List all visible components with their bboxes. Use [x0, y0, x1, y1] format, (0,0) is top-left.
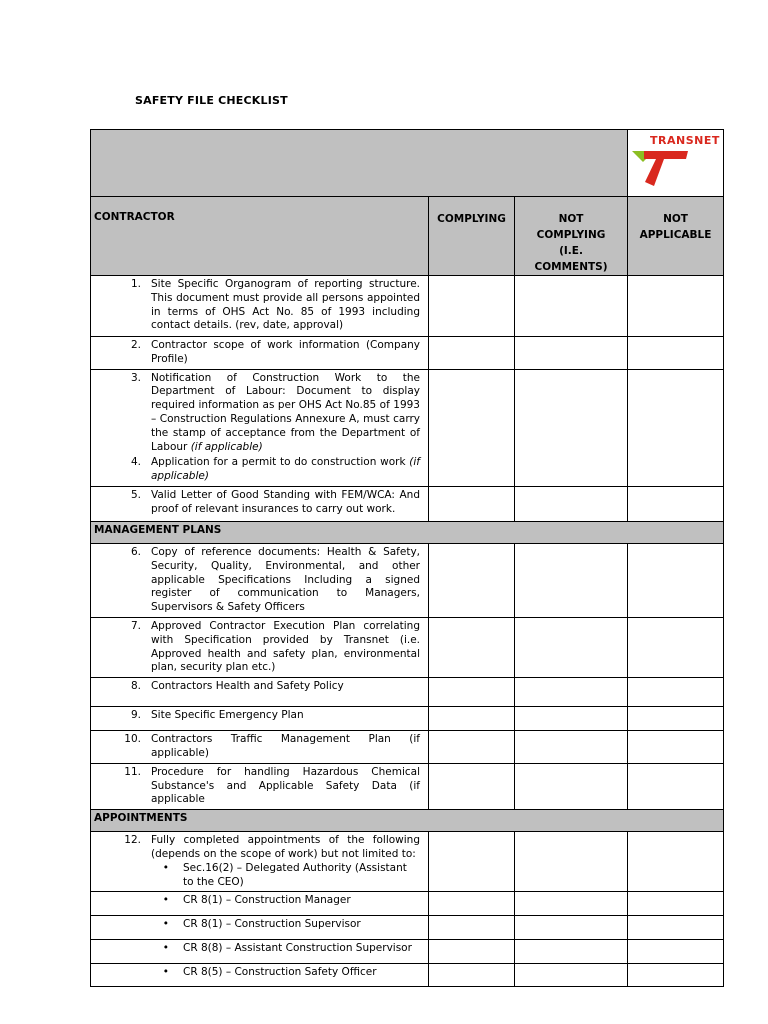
bullet-dot-icon: •	[162, 966, 169, 979]
item-text-wrap	[151, 709, 420, 723]
not-applicable-cell[interactable]	[628, 678, 724, 707]
header-not-complying-line: COMPLYING	[536, 229, 606, 241]
item-number: 5.	[130, 488, 141, 501]
banner-gray-cell	[91, 130, 628, 197]
checklist-item-cell	[91, 763, 429, 809]
not-complying-cell[interactable]	[515, 892, 628, 916]
header-not-applicable-line: NOT	[663, 213, 688, 225]
not-complying-cell[interactable]	[515, 678, 628, 707]
item-text: Contractors Health and Safety Policy	[151, 680, 344, 693]
not-complying-cell[interactable]	[515, 369, 628, 486]
not-applicable-cell[interactable]	[628, 964, 724, 987]
checklist-item-cell	[91, 916, 429, 940]
item-number: 1.	[130, 278, 141, 290]
item-number: 10.	[124, 733, 141, 746]
item-number: 12.	[124, 834, 141, 847]
complying-cell[interactable]	[429, 707, 515, 731]
not-applicable-cell[interactable]	[628, 337, 724, 370]
item-text: Contractor scope of work information (Company Profile)	[151, 339, 420, 365]
bullet-text: CR 8(1) – Construction Manager	[183, 894, 351, 907]
checklist-item-cell	[91, 543, 429, 617]
header-not-applicable-line: APPLICABLE	[639, 229, 712, 241]
bullet-dot-icon: •	[162, 942, 169, 955]
checklist-item-cell	[91, 940, 429, 964]
bullet-item	[91, 966, 420, 980]
checklist-item	[91, 546, 420, 615]
item-text: Contractors Traffic Management Plan (if applicable)	[151, 733, 420, 759]
item-number: 8.	[130, 680, 141, 693]
checklist-item	[91, 733, 420, 761]
header-contractor: CONTRACTOR	[91, 197, 429, 276]
checklist-item	[91, 489, 420, 517]
checklist-item-cell	[91, 678, 429, 707]
bullet-item	[91, 862, 420, 890]
checklist-row	[91, 337, 724, 370]
not-complying-cell[interactable]	[515, 337, 628, 370]
header-not-complying-line: COMMENTS)	[534, 261, 608, 273]
complying-cell[interactable]	[429, 276, 515, 337]
checklist-item	[91, 372, 420, 455]
complying-cell[interactable]	[429, 763, 515, 809]
item-text-wrap	[151, 278, 420, 333]
not-applicable-cell[interactable]	[628, 276, 724, 337]
not-applicable-cell[interactable]	[628, 832, 724, 892]
checklist-item-cell	[91, 707, 429, 731]
item-text: Site Specific Emergency Plan	[151, 709, 304, 722]
not-complying-cell[interactable]	[515, 731, 628, 764]
checklist-item-cell	[91, 731, 429, 764]
item-text-wrap	[151, 680, 420, 694]
column-header-row	[91, 197, 724, 276]
title-banner-row	[91, 130, 724, 197]
header-not-applicable	[628, 197, 724, 276]
not-applicable-cell[interactable]	[628, 763, 724, 809]
not-complying-cell[interactable]	[515, 763, 628, 809]
checklist-row	[91, 707, 724, 731]
item-text-wrap	[151, 456, 420, 484]
item-number: 11.	[124, 765, 141, 778]
item-text-wrap	[151, 546, 420, 615]
not-applicable-cell[interactable]	[628, 369, 724, 486]
checklist-item	[91, 766, 420, 807]
item-text: Notification of Construction Work to the Department of Labour: Document to display required information as per OHS Act No.85 of 1993 – Construction Regulations Annexure A, must carry the stamp of acceptance from the Department of Labour	[151, 371, 420, 453]
header-not-complying-line: NOT	[558, 213, 584, 225]
item-number: 9.	[130, 709, 141, 722]
item-text: Fully completed appointments of the following (depends on the scope of work) but not limited to:	[151, 834, 420, 860]
item-text: Valid Letter of Good Standing with FEM/WCA: And proof of relevant insurances to carry out work.	[151, 488, 420, 515]
item-number: 6.	[130, 545, 141, 558]
item-number: 7.	[130, 619, 141, 632]
item-text: Copy of reference documents: Health & Safety, Security, Quality, Environmental, and other applicable Specifications Including a signed register of communication to Managers, Supervisors & Safety Officers	[151, 545, 420, 614]
complying-cell[interactable]	[429, 543, 515, 617]
checklist-item-cell	[91, 486, 429, 521]
checklist-item	[91, 278, 420, 333]
not-applicable-cell[interactable]	[628, 543, 724, 617]
checklist-row	[91, 486, 724, 521]
item-italic-note: (if applicable)	[190, 440, 263, 453]
item-text-wrap	[151, 733, 420, 761]
transnet-logo-text: TRANSNET	[650, 134, 720, 147]
transnet-logo-icon	[630, 148, 700, 190]
checklist-item-cell	[91, 964, 429, 987]
item-italic-note: (if applicable)	[151, 456, 420, 483]
complying-cell[interactable]	[429, 486, 515, 521]
bullet-item	[91, 942, 420, 956]
checklist-item-cell	[91, 892, 429, 916]
not-complying-cell[interactable]	[515, 543, 628, 617]
complying-cell[interactable]	[429, 337, 515, 370]
not-complying-cell[interactable]	[515, 276, 628, 337]
not-complying-cell[interactable]	[515, 916, 628, 940]
item-text-wrap	[151, 620, 420, 675]
checklist-row	[91, 678, 724, 707]
checklist-item-cell	[91, 369, 429, 486]
checklist-row	[91, 617, 724, 677]
complying-cell[interactable]	[429, 731, 515, 764]
item-number: 4.	[130, 456, 141, 469]
checklist-item-cell	[91, 832, 429, 892]
bullet-text: CR 8(5) – Construction Safety Officer	[183, 966, 377, 979]
bullet-dot-icon: •	[162, 918, 169, 931]
item-text: Procedure for handling Hazardous Chemical Substance's and Applicable Safety Data (if applicable	[151, 765, 420, 806]
header-complying: COMPLYING	[429, 197, 515, 276]
document-title: SAFETY FILE CHECKLIST	[135, 94, 288, 107]
checklist-row	[91, 763, 724, 809]
not-complying-cell[interactable]	[515, 832, 628, 892]
checklist-item-cell	[91, 617, 429, 677]
not-applicable-cell[interactable]	[628, 916, 724, 940]
checklist-row	[91, 892, 724, 916]
checklist-row	[91, 276, 724, 337]
checklist-row	[91, 731, 724, 764]
not-applicable-cell[interactable]	[628, 486, 724, 521]
checklist-row	[91, 832, 724, 892]
checklist-item	[91, 456, 420, 484]
logo-cell	[628, 130, 724, 197]
header-not-complying-line: (I.E.	[559, 245, 583, 257]
not-applicable-cell[interactable]	[628, 731, 724, 764]
checklist-row	[91, 369, 724, 486]
not-complying-cell[interactable]	[515, 940, 628, 964]
section-row	[91, 521, 724, 543]
bullet-dot-icon: •	[162, 894, 169, 907]
bullet-text: CR 8(8) – Assistant Construction Supervisor	[183, 942, 412, 955]
not-applicable-cell[interactable]	[628, 707, 724, 731]
complying-cell[interactable]	[429, 964, 515, 987]
bullet-item	[91, 894, 420, 908]
complying-cell[interactable]	[429, 892, 515, 916]
bullet-item	[91, 918, 420, 932]
bullet-dot-icon: •	[162, 861, 169, 874]
checklist-row	[91, 543, 724, 617]
item-text: Approved Contractor Execution Plan correlating with Specification provided by Transnet (i.e. Approved health and safety plan, environmental plan, security plan etc.)	[151, 619, 420, 674]
complying-cell[interactable]	[429, 617, 515, 677]
item-text-wrap	[151, 372, 420, 455]
complying-cell[interactable]	[429, 916, 515, 940]
item-number: 3.	[130, 371, 141, 384]
item-text-wrap	[151, 834, 420, 862]
item-number: 2.	[130, 339, 141, 351]
item-text: Application for a permit to do construction work	[151, 456, 406, 469]
not-complying-cell[interactable]	[515, 617, 628, 677]
checklist-row	[91, 964, 724, 987]
not-complying-cell[interactable]	[515, 964, 628, 987]
checklist-item-cell	[91, 337, 429, 370]
complying-cell[interactable]	[429, 369, 515, 486]
checklist-item	[91, 339, 420, 367]
checklist-item	[91, 709, 420, 723]
checklist-item	[91, 834, 420, 862]
not-complying-cell[interactable]	[515, 707, 628, 731]
safety-checklist-table	[90, 129, 724, 987]
not-applicable-cell[interactable]	[628, 940, 724, 964]
not-applicable-cell[interactable]	[628, 892, 724, 916]
header-not-complying	[515, 197, 628, 276]
checklist-item-cell	[91, 276, 429, 337]
item-text-wrap	[151, 339, 420, 367]
item-text: Site Specific Organogram of reporting structure. This document must provide all persons appointed in terms of OHS Act No. 85 of 1993 including contact details. (rev, date, approval)	[151, 278, 420, 332]
complying-cell[interactable]	[429, 940, 515, 964]
complying-cell[interactable]	[429, 832, 515, 892]
checklist-row	[91, 916, 724, 940]
item-text-wrap	[151, 766, 420, 807]
bullet-text: Sec.16(2) – Delegated Authority (Assistant to the CEO)	[183, 861, 407, 888]
section-label: APPOINTMENTS	[91, 810, 724, 832]
not-complying-cell[interactable]	[515, 486, 628, 521]
checklist-item	[91, 680, 420, 694]
bullet-text: CR 8(1) – Construction Supervisor	[183, 918, 361, 931]
section-label: MANAGEMENT PLANS	[91, 521, 724, 543]
checklist-row	[91, 940, 724, 964]
section-row	[91, 810, 724, 832]
not-applicable-cell[interactable]	[628, 617, 724, 677]
checklist-item	[91, 620, 420, 675]
complying-cell[interactable]	[429, 678, 515, 707]
item-text-wrap	[151, 489, 420, 517]
